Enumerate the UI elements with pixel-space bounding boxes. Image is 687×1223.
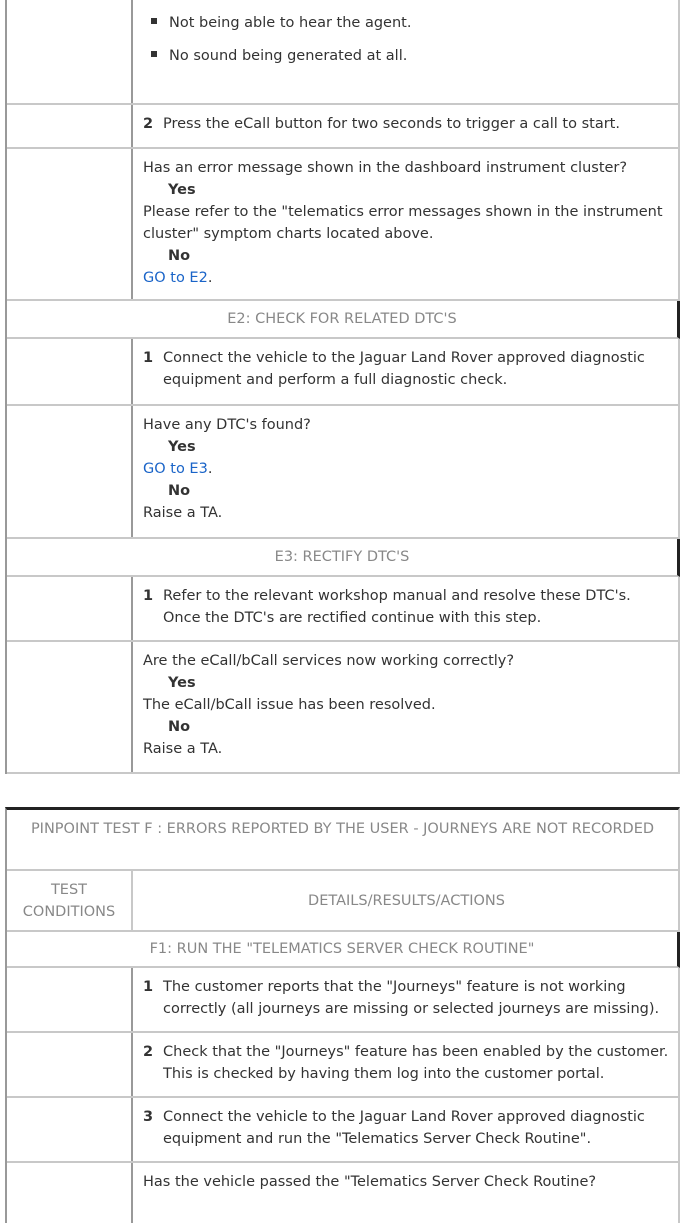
section-heading-e3 (7, 539, 680, 577)
table-row (7, 339, 680, 406)
section-title: E2: CHECK FOR RELATED DTC'S (227, 311, 457, 327)
test-conditions-cell (7, 577, 133, 640)
step-number: 1 (143, 979, 154, 995)
no-label: No (168, 483, 191, 499)
step-text: The customer reports that the "Journeys" feature is not working correctly (all journeys are missing or selected journeys are missing). (163, 979, 660, 1017)
details-cell (133, 0, 680, 103)
pinpoint-table-f (5, 807, 680, 1223)
question-text: Has the vehicle passed the "Telematics Server Check Routine? (143, 1174, 597, 1190)
step-text: Press the eCall button for two seconds to trigger a call to start. (163, 116, 620, 132)
list-item: No sound being generated at all. (143, 45, 670, 67)
yes-label: Yes (168, 675, 196, 691)
step-cell (133, 105, 680, 147)
step-text: Check that the "Journeys" feature has been enabled by the customer. This is checked by having them log into the customer portal. (163, 1044, 669, 1082)
list-item: Not being able to hear the agent. (143, 12, 670, 34)
goto-e2-link[interactable]: GO to E2 (143, 270, 208, 286)
section-heading-e2 (7, 301, 680, 339)
test-conditions-cell (7, 968, 133, 1031)
bullet-icon (151, 18, 157, 24)
step-number: 1 (143, 350, 154, 366)
step-cell (133, 968, 678, 1031)
yes-action-text: Please refer to the "telematics error messages shown in the instrument cluster" symptom charts located above. (143, 204, 663, 242)
header-details (133, 871, 678, 930)
step-text: Connect the vehicle to the Jaguar Land Rover approved diagnostic equipment and run the "Telematics Server Check Routine". (163, 1109, 645, 1147)
step-cell (133, 577, 680, 640)
step-text: Refer to the relevant workshop manual and resolve these DTC's. Once the DTC's are rectified continue with this step. (163, 588, 631, 626)
no-label: No (168, 719, 191, 735)
test-conditions-cell (7, 406, 133, 537)
step-cell (133, 339, 680, 404)
section-title: E3: RECTIFY DTC'S (274, 549, 410, 565)
yes-label: Yes (168, 439, 196, 455)
result-cell (133, 1163, 678, 1223)
table-header-row (7, 871, 678, 932)
test-conditions-cell (7, 0, 133, 103)
test-conditions-cell (7, 149, 133, 299)
test-conditions-cell (7, 1163, 133, 1223)
table-row (7, 968, 678, 1033)
test-conditions-cell (7, 642, 133, 772)
column-header-right: DETAILS/RESULTS/ACTIONS (308, 892, 505, 909)
step-number: 2 (143, 1044, 154, 1060)
goto-e3-link[interactable]: GO to E3 (143, 461, 208, 477)
test-conditions-cell (7, 1098, 133, 1161)
result-cell (133, 406, 680, 537)
column-header-left: TEST CONDITIONS (22, 881, 116, 920)
symptom-list (143, 12, 670, 67)
table-row (7, 149, 680, 301)
pinpoint-table-e (5, 0, 680, 774)
question-text: Have any DTC's found? (143, 417, 311, 433)
result-cell (133, 642, 680, 772)
test-conditions-cell (7, 105, 133, 147)
table-title (7, 810, 678, 871)
table-row (7, 406, 680, 539)
yes-action-text: The eCall/bCall issue has been resolved. (143, 697, 436, 713)
table-row (7, 577, 680, 642)
yes-label: Yes (168, 182, 196, 198)
pinpoint-test-title: PINPOINT TEST F : ERRORS REPORTED BY THE USER - JOURNEYS ARE NOT RECORDED (30, 821, 655, 837)
bullet-icon (151, 51, 157, 57)
question-text: Has an error message shown in the dashboard instrument cluster? (143, 160, 628, 176)
result-cell (133, 149, 680, 299)
no-action-text: Raise a TA. (143, 505, 223, 521)
question-text: Are the eCall/bCall services now working correctly? (143, 653, 515, 669)
step-cell (133, 1098, 678, 1161)
header-test-conditions (7, 871, 133, 930)
link-suffix: . (207, 461, 213, 477)
no-label: No (168, 248, 191, 264)
table-row (7, 105, 680, 149)
table-row (7, 0, 680, 105)
test-conditions-cell (7, 339, 133, 404)
section-title: F1: RUN THE "TELEMATICS SERVER CHECK ROUTINE" (149, 941, 535, 957)
step-text: Connect the vehicle to the Jaguar Land Rover approved diagnostic equipment and perform a full diagnostic check. (163, 350, 645, 388)
table-row (7, 1098, 678, 1163)
test-conditions-cell (7, 1033, 133, 1096)
step-number: 3 (143, 1109, 154, 1125)
no-action-text: Raise a TA. (143, 741, 223, 757)
step-number: 2 (143, 116, 154, 132)
link-suffix: . (207, 270, 213, 286)
step-cell (133, 1033, 678, 1096)
table-row (7, 642, 680, 774)
table-row (7, 1033, 678, 1098)
table-row (7, 1163, 678, 1223)
section-heading-f1 (7, 932, 680, 968)
step-number: 1 (143, 588, 154, 604)
